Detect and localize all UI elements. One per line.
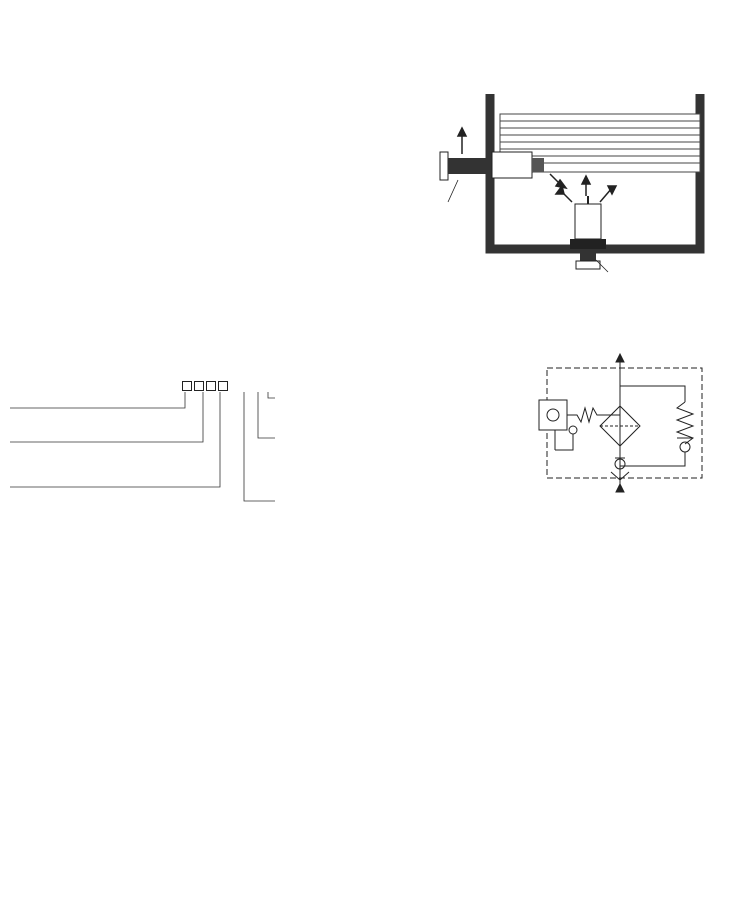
side-filter [440, 152, 544, 180]
hydraulic-symbol [525, 340, 725, 510]
model-code-leaders [0, 388, 320, 518]
technical-data-table [8, 545, 743, 887]
installation-diagram [400, 74, 745, 286]
bottom-filter [570, 196, 606, 269]
table-grid [8, 545, 743, 887]
